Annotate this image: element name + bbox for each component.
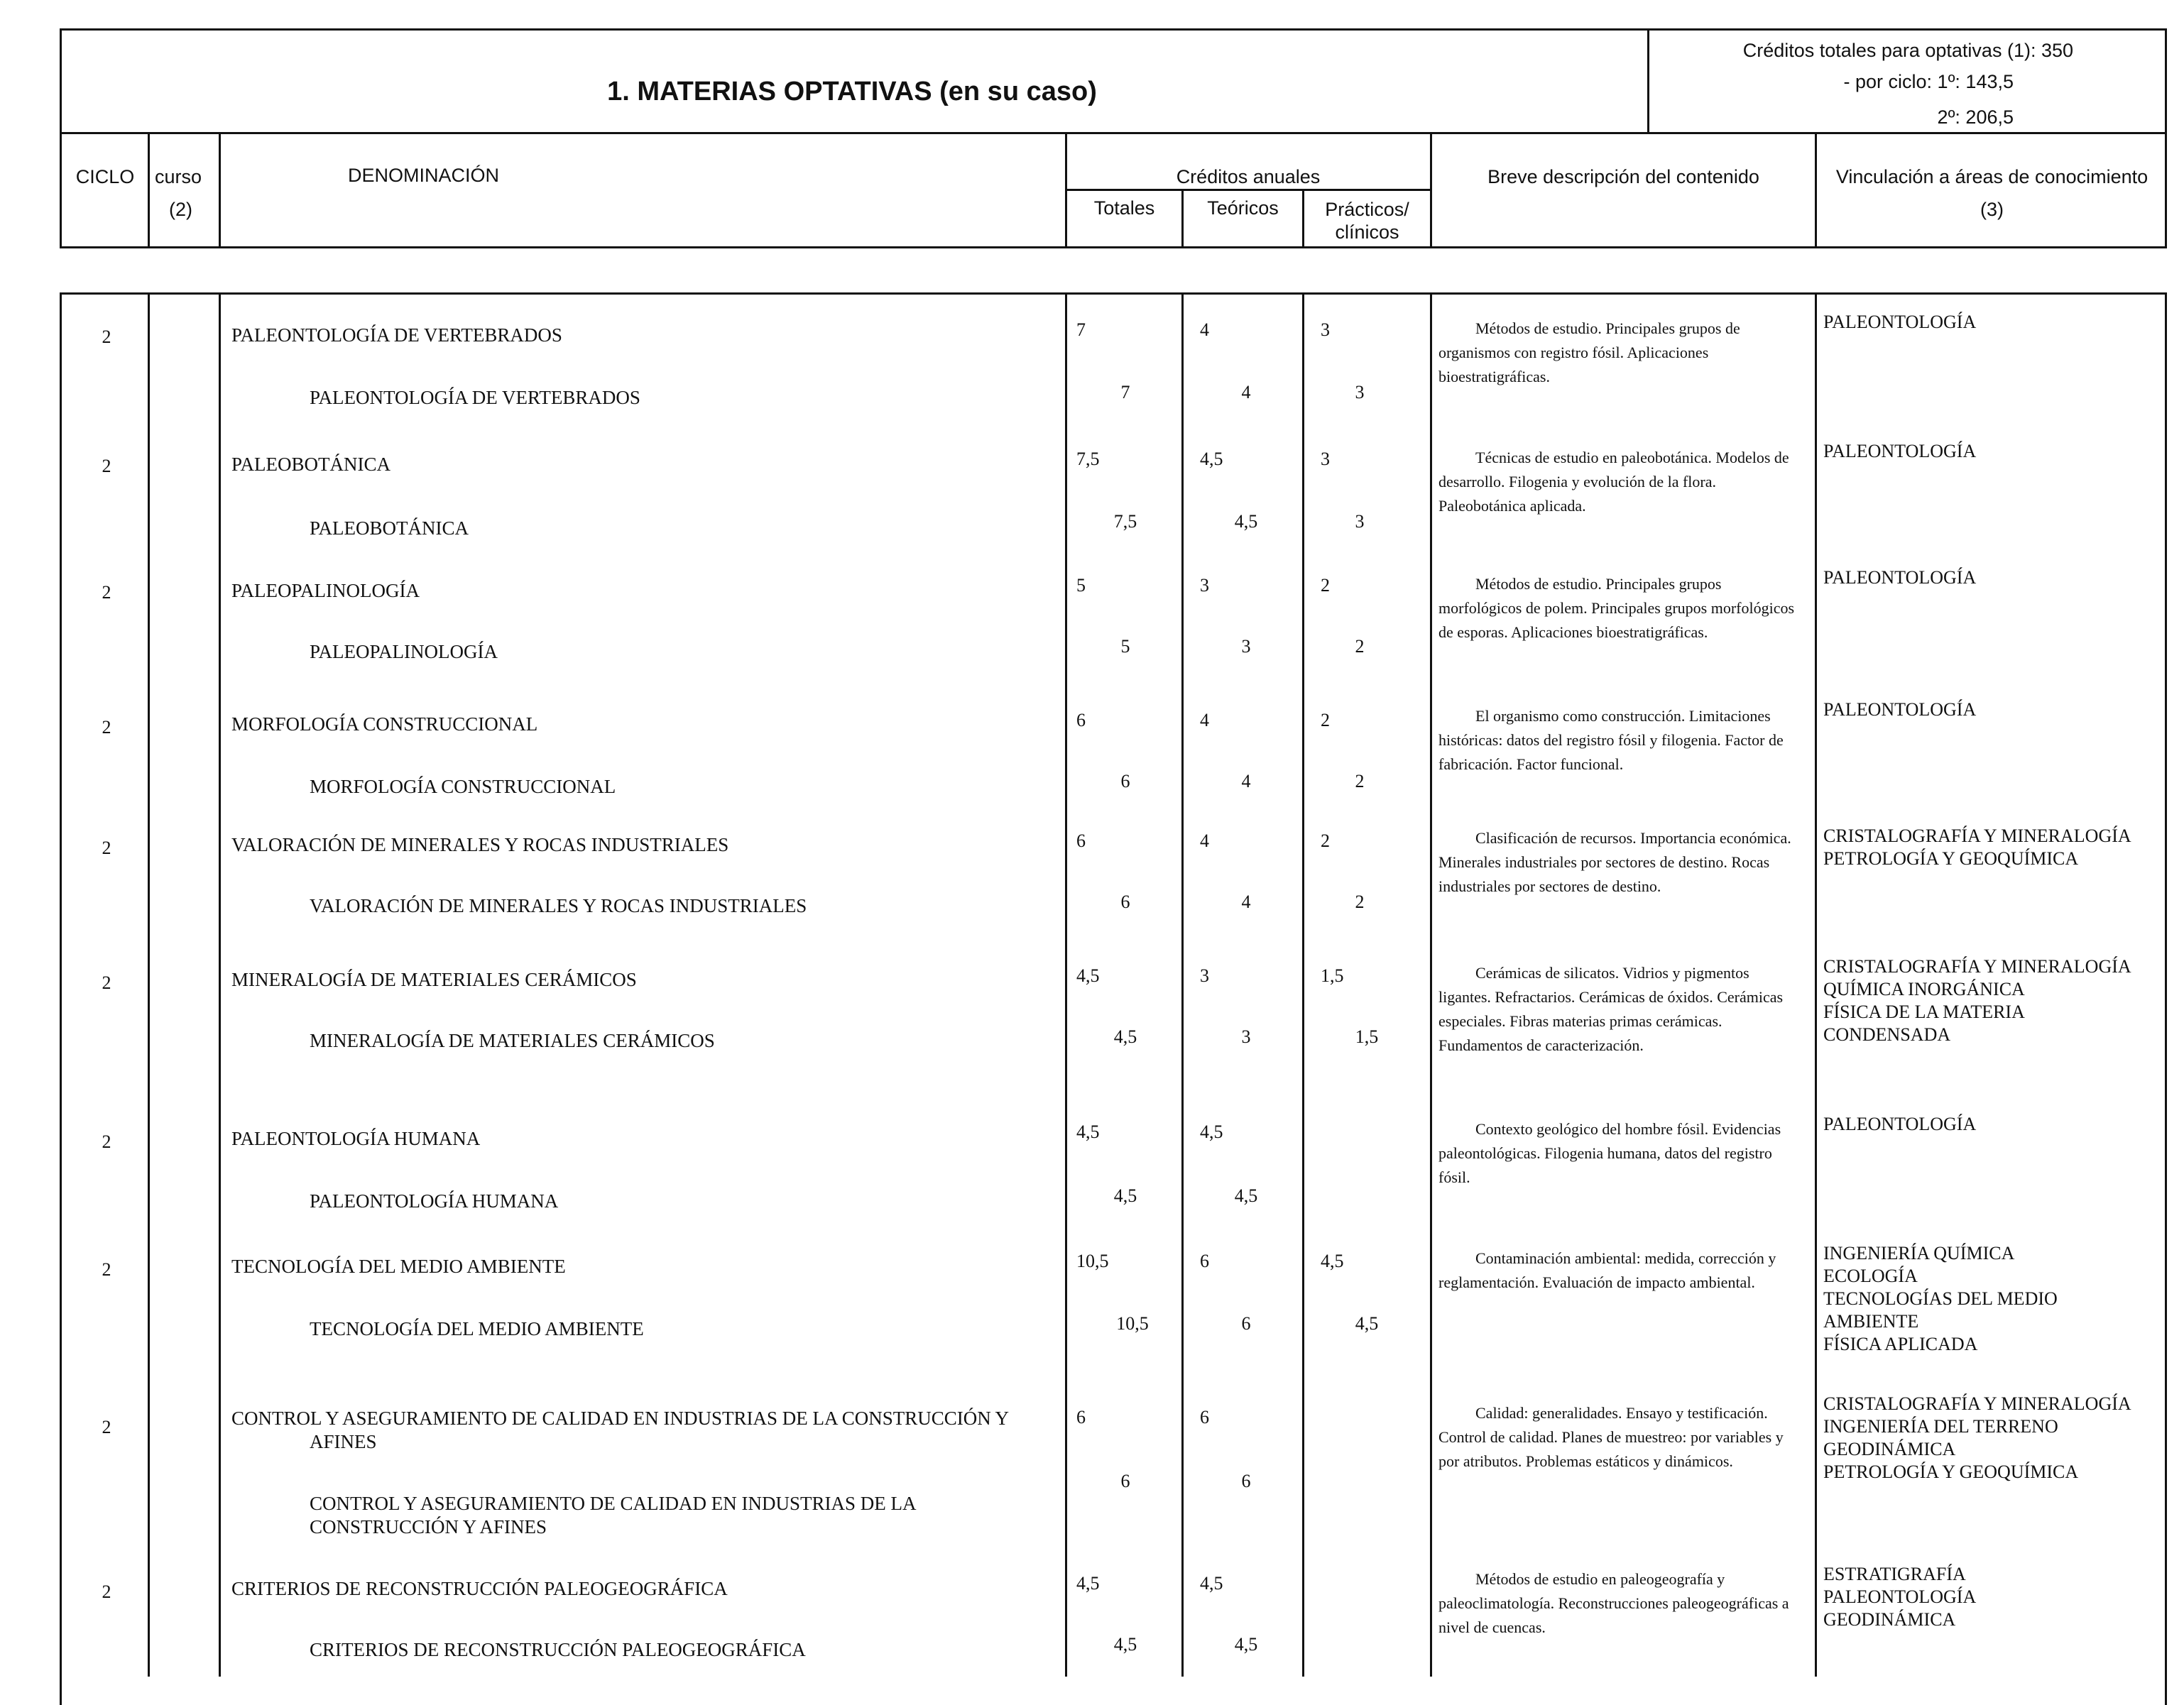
areas-cell (1823, 1113, 2157, 1136)
sub-teoricos-cell: 3 (1241, 1026, 1251, 1047)
sub-practicos-cell: 1,5 (1355, 1026, 1379, 1047)
totales-cell: 4,5 (1076, 1573, 1100, 1594)
col-descripcion: Breve descripción del contenido (1487, 166, 1759, 187)
teoricos-cell: 4 (1200, 710, 1209, 730)
practicos-cell: 2 (1321, 710, 1330, 730)
area-item: PALEONTOLOGÍA (1823, 1114, 1977, 1134)
areas-cell (1823, 440, 2157, 463)
teoricos-cell: 4 (1200, 830, 1209, 851)
area-item: FÍSICA DE LA MATERIA (1823, 1002, 2025, 1022)
area-item: GEODINÁMICA (1823, 1609, 1956, 1630)
totales-cell: 6 (1076, 710, 1086, 730)
header-divider (219, 132, 221, 248)
teoricos-cell: 4,5 (1200, 1122, 1223, 1142)
description-cell: Calidad: generalidades. Ensayo y testificación. Control de calidad. Planes de muestreo: por variables y por atributos. Problemas estáticos y dinámicos. (1438, 1404, 1784, 1470)
ciclo-cell: 2 (102, 1581, 111, 1602)
practicos-cell: 2 (1321, 830, 1330, 851)
ciclo-cell: 2 (102, 1131, 111, 1152)
subject-name: PALEOPALINOLOGÍA (231, 580, 420, 601)
column-divider (1430, 292, 1432, 1677)
col-teoricos: Teóricos (1207, 197, 1279, 219)
sub-totales-cell: 4,5 (1113, 1026, 1137, 1047)
area-item: PALEONTOLOGÍA (1823, 699, 1977, 720)
area-item: INGENIERÍA QUÍMICA (1823, 1243, 2015, 1263)
sub-practicos-cell: 2 (1355, 771, 1365, 791)
area-item: PETROLOGÍA Y GEOQUÍMICA (1823, 848, 2079, 869)
sub-totales-cell: 4,5 (1113, 1185, 1137, 1206)
areas-cell (1823, 955, 2157, 1046)
totales-cell: 4,5 (1076, 1122, 1100, 1142)
area-item: QUÍMICA INORGÁNICA (1823, 979, 2025, 999)
teoricos-cell: 4 (1200, 319, 1209, 340)
description-cell: Métodos de estudio en paleogeografía y paleoclimatología. Reconstrucciones paleogeográficas a nivel de cuencas. (1438, 1570, 1789, 1636)
subject-subname-line: CONTROL Y ASEGURAMIENTO DE CALIDAD EN INDUSTRIAS DE LA (310, 1493, 917, 1514)
totales-cell: 4,5 (1076, 965, 1100, 986)
credits-total: Créditos totales para optativas (1): 350 (1742, 40, 2073, 61)
sub-totales-cell: 6 (1120, 892, 1130, 912)
header-divider (1647, 28, 1649, 133)
area-item: INGENIERÍA DEL TERRENO (1823, 1416, 2058, 1437)
subject-name (231, 1407, 1041, 1454)
col-clinicos: clínicos (1335, 221, 1399, 243)
sub-teoricos-cell: 4,5 (1234, 1634, 1258, 1655)
sub-totales-cell: 6 (1120, 1471, 1130, 1491)
subject-name-line: CONTROL Y ASEGURAMIENTO DE CALIDAD EN INDUSTRIAS DE LA CONSTRUCCIÓN Y (231, 1408, 1010, 1429)
sub-practicos-cell: 2 (1355, 636, 1365, 657)
area-item: FÍSICA APLICADA (1823, 1334, 1978, 1354)
subject-subname-line: CONSTRUCCIÓN Y AFINES (310, 1516, 547, 1537)
subject-subname: PALEONTOLOGÍA DE VERTEBRADOS (310, 387, 640, 408)
col-curso: curso (155, 166, 202, 187)
ciclo-cell: 2 (102, 1259, 111, 1280)
subject-name: PALEONTOLOGÍA HUMANA (231, 1128, 481, 1149)
description-cell: El organismo como construcción. Limitaciones históricas: datos del registro fósil y filogenia. Factor de fabricación. Factor funcional. (1438, 707, 1784, 773)
col-vinculacion: Vinculación a áreas de conocimiento (1835, 166, 2148, 187)
ciclo-cell: 2 (102, 582, 111, 603)
practicos-cell: 4,5 (1321, 1251, 1344, 1271)
ciclo-cell: 2 (102, 327, 111, 347)
sub-teoricos-cell: 6 (1241, 1471, 1251, 1491)
sub-totales-cell: 7 (1120, 382, 1130, 402)
sub-totales-cell: 4,5 (1113, 1634, 1137, 1655)
col-ciclo: CICLO (75, 166, 135, 187)
teoricos-cell: 4,5 (1200, 1573, 1223, 1594)
description-cell: Métodos de estudio. Principales grupos de organismos con registro fósil. Aplicaciones bioestratigráficas. (1438, 319, 1740, 385)
sub-teoricos-cell: 4,5 (1234, 511, 1258, 532)
areas-cell (1823, 698, 2157, 721)
col-totales: Totales (1093, 197, 1155, 219)
area-item: GEODINÁMICA (1823, 1439, 1956, 1459)
practicos-cell: 3 (1321, 449, 1330, 469)
header-divider (1815, 132, 1817, 248)
subject-name: PALEONTOLOGÍA DE VERTEBRADOS (231, 324, 562, 346)
subject-subname: PALEONTOLOGÍA HUMANA (310, 1190, 559, 1212)
subject-name-line: AFINES (310, 1431, 377, 1452)
header-divider (148, 132, 150, 248)
sub-totales-cell: 7,5 (1113, 511, 1137, 532)
column-divider (219, 292, 221, 1677)
area-item: ESTRATIGRAFÍA (1823, 1564, 1966, 1584)
subject-subname: MINERALOGÍA DE MATERIALES CERÁMICOS (310, 1030, 715, 1051)
subject-subname: PALEOBOTÁNICA (310, 517, 469, 539)
teoricos-cell: 6 (1200, 1407, 1209, 1427)
totales-cell: 5 (1076, 575, 1086, 596)
subject-name: CRITERIOS DE RECONSTRUCCIÓN PALEOGEOGRÁFICA (231, 1578, 728, 1599)
subject-subname: VALORACIÓN DE MINERALES Y ROCAS INDUSTRIALES (310, 895, 807, 916)
header-divider (1065, 189, 1431, 191)
teoricos-cell: 6 (1200, 1251, 1209, 1271)
sub-teoricos-cell: 4 (1241, 382, 1251, 402)
sub-practicos-cell: 3 (1355, 511, 1365, 532)
sub-teoricos-cell: 4,5 (1234, 1185, 1258, 1206)
sub-teoricos-cell: 4 (1241, 892, 1251, 912)
description-cell: Clasificación de recursos. Importancia económica. Minerales industriales por sectores de destino. Rocas industriales por sectores de destino. (1438, 829, 1791, 895)
practicos-cell: 3 (1321, 319, 1330, 340)
sub-totales-cell: 10,5 (1116, 1313, 1149, 1334)
sub-totales-cell: 6 (1120, 771, 1130, 791)
areas-cell (1823, 311, 2157, 334)
area-item: CRISTALOGRAFÍA Y MINERALOGÍA (1823, 826, 2131, 846)
col-vinculacion-note: (3) (1980, 199, 2004, 220)
sub-teoricos-cell: 4 (1241, 771, 1251, 791)
subject-subname: MORFOLOGÍA CONSTRUCCIONAL (310, 776, 616, 797)
description-cell: Cerámicas de silicatos. Vidrios y pigmentos ligantes. Refractarios. Cerámicas de óxidos. Cerámicas especiales. Fibras materias primas cerámicas. Fundamentos de caracterización. (1438, 964, 1784, 1054)
totales-cell: 7,5 (1076, 449, 1100, 469)
page-title: 1. MATERIAS OPTATIVAS (en su caso) (607, 77, 1097, 106)
totales-cell: 6 (1076, 1407, 1086, 1427)
area-item: ECOLOGÍA (1823, 1266, 1918, 1286)
subject-subname: TECNOLOGÍA DEL MEDIO AMBIENTE (310, 1318, 644, 1339)
subject-name: TECNOLOGÍA DEL MEDIO AMBIENTE (231, 1256, 566, 1277)
description-cell: Contexto geológico del hombre fósil. Evidencias paleontológicas. Filogenia humana, datos del registro fósil. (1438, 1120, 1781, 1186)
area-item: TECNOLOGÍAS DEL MEDIO (1823, 1288, 2058, 1309)
teoricos-cell: 3 (1200, 965, 1209, 986)
subject-name: MINERALOGÍA DE MATERIALES CERÁMICOS (231, 969, 637, 990)
subject-name: MORFOLOGÍA CONSTRUCCIONAL (231, 713, 538, 735)
ciclo-cell: 2 (102, 717, 111, 738)
col-practicos: Prácticos/ (1325, 199, 1409, 220)
column-divider (1302, 292, 1304, 1677)
area-item: PALEONTOLOGÍA (1823, 312, 1977, 332)
totales-cell: 7 (1076, 319, 1086, 340)
area-item: AMBIENTE (1823, 1311, 1919, 1332)
ciclo-cell: 2 (102, 1417, 111, 1437)
subject-subname (310, 1492, 1048, 1539)
ciclo-cell: 2 (102, 972, 111, 993)
description-cell: Contaminación ambiental: medida, corrección y reglamentación. Evaluación de impacto ambiental. (1438, 1249, 1776, 1291)
area-item: PALEONTOLOGÍA (1823, 567, 1977, 588)
practicos-cell: 1,5 (1321, 965, 1344, 986)
sub-practicos-cell: 3 (1355, 382, 1365, 402)
sub-practicos-cell: 2 (1355, 892, 1365, 912)
practicos-cell: 2 (1321, 575, 1330, 596)
area-item: CRISTALOGRAFÍA Y MINERALOGÍA (1823, 1393, 2131, 1414)
areas-cell (1823, 566, 2157, 589)
sub-practicos-cell: 4,5 (1355, 1313, 1379, 1334)
sub-teoricos-cell: 3 (1241, 636, 1251, 657)
ciclo-cell: 2 (102, 456, 111, 476)
col-curso-note: (2) (169, 199, 192, 220)
column-divider (1065, 292, 1067, 1677)
subject-subname: CRITERIOS DE RECONSTRUCCIÓN PALEOGEOGRÁFICA (310, 1639, 806, 1660)
sub-teoricos-cell: 6 (1241, 1313, 1251, 1334)
subject-name: VALORACIÓN DE MINERALES Y ROCAS INDUSTRIALES (231, 834, 729, 855)
credits-cycle2: 2º: 206,5 (1937, 106, 2014, 128)
area-item: PALEONTOLOGÍA (1823, 1586, 1977, 1607)
areas-cell (1823, 1242, 2157, 1356)
column-divider (148, 292, 150, 1677)
totales-cell: 6 (1076, 830, 1086, 851)
area-item: PALEONTOLOGÍA (1823, 441, 1977, 461)
col-denominacion: DENOMINACIÓN (348, 165, 500, 186)
col-creditos: Créditos anuales (1176, 166, 1321, 187)
description-cell: Métodos de estudio. Principales grupos morfológicos de polem. Principales grupos morfológicos de esporas. Aplicaciones bioestratigráficas. (1438, 575, 1795, 641)
areas-cell (1823, 1563, 2157, 1631)
column-divider (1815, 292, 1817, 1677)
totales-cell: 10,5 (1076, 1251, 1109, 1271)
column-divider (1181, 292, 1184, 1677)
teoricos-cell: 4,5 (1200, 449, 1223, 469)
area-item: CRISTALOGRAFÍA Y MINERALOGÍA (1823, 956, 2131, 977)
areas-cell (1823, 1393, 2157, 1484)
area-item: PETROLOGÍA Y GEOQUÍMICA (1823, 1462, 2079, 1482)
ciclo-cell: 2 (102, 838, 111, 858)
teoricos-cell: 3 (1200, 575, 1209, 596)
credits-cycle1: - por ciclo: 1º: 143,5 (1843, 71, 2014, 92)
sub-totales-cell: 5 (1120, 636, 1130, 657)
area-item: CONDENSADA (1823, 1024, 1951, 1045)
description-cell: Técnicas de estudio en paleobotánica. Modelos de desarrollo. Filogenia y evolución de la flora. Paleobotánica aplicada. (1438, 449, 1789, 515)
subject-subname: PALEOPALINOLOGÍA (310, 641, 498, 662)
header-divider (60, 132, 2167, 134)
subject-name: PALEOBOTÁNICA (231, 454, 391, 475)
areas-cell (1823, 825, 2157, 870)
